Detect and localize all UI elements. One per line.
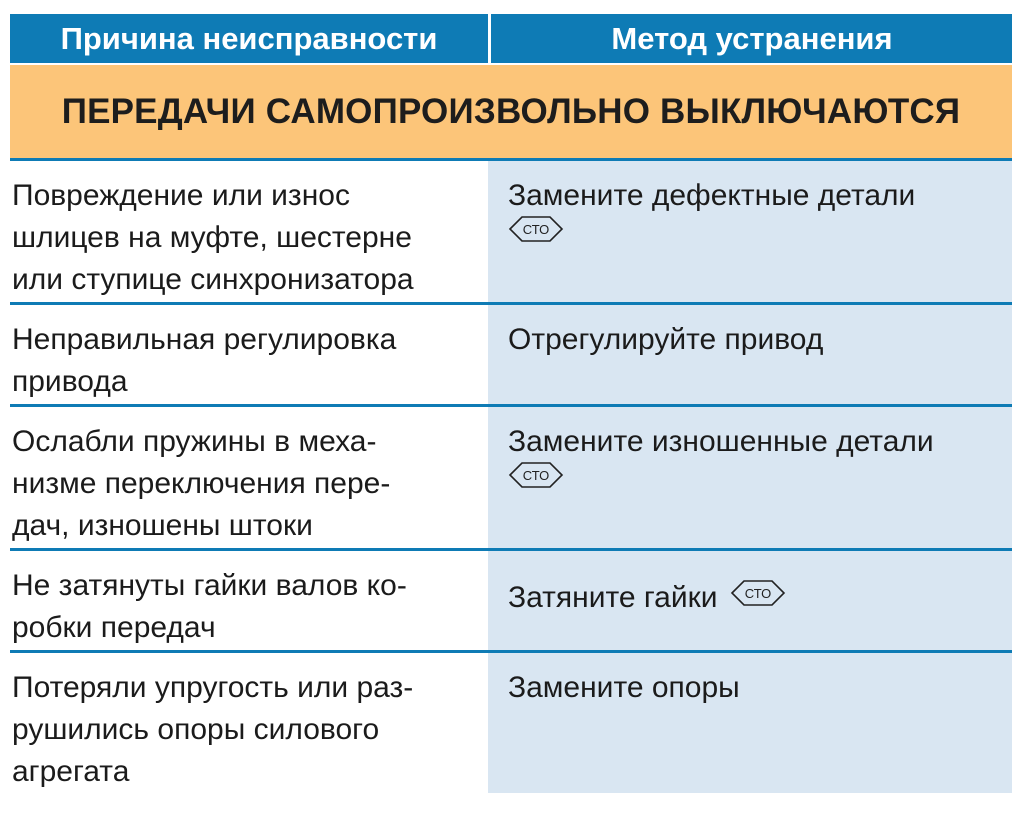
svg-text:СТО: СТО [522, 468, 550, 483]
method-text: Отрегулируйте привод [508, 323, 824, 356]
table-row [10, 161, 1012, 305]
header-cause: Причина неисправности [60, 21, 438, 56]
method-cell [488, 161, 1012, 302]
service-station-icon [508, 461, 1002, 491]
header-divider [488, 14, 491, 63]
table-row [10, 551, 1012, 653]
cause-line: Неправильная регулировка [12, 323, 397, 356]
cause-line: Повреждение или износ [12, 179, 350, 212]
cause-cell [10, 551, 488, 650]
method-text: Затяните гайки [508, 581, 718, 614]
cause-line: низме переключения пере- [12, 467, 391, 500]
cause-line: дач, изношены штоки [12, 509, 313, 542]
table-row [10, 305, 1012, 407]
cause-line: шлицев на муфте, шестерне [12, 221, 412, 254]
method-text: Замените дефектные детали [508, 179, 916, 212]
service-station-icon [508, 215, 1002, 245]
section-title: ПЕРЕДАЧИ САМОПРОИЗВОЛЬНО ВЫКЛЮЧАЮТСЯ [10, 65, 1012, 161]
svg-text:СТО: СТО [744, 586, 771, 602]
table-header [10, 14, 1012, 65]
cause-line: привода [12, 365, 128, 398]
service-station-icon [730, 579, 786, 607]
method-cell [488, 551, 1012, 650]
cause-cell [10, 653, 488, 793]
cause-line: Ослабли пружины в меха- [12, 425, 377, 458]
troubleshooting-table [10, 14, 1012, 793]
table-row [10, 653, 1012, 793]
cause-line: Не затянуты гайки валов ко- [12, 569, 407, 602]
cause-line: или ступице синхронизатора [12, 263, 414, 296]
header-method: Метод устранения [611, 21, 893, 56]
method-text: Замените изношенные детали [508, 425, 934, 458]
cause-line: рушились опоры силового [12, 713, 380, 746]
cause-line: агрегата [12, 755, 130, 788]
method-cell [488, 653, 1012, 793]
method-cell [488, 305, 1012, 404]
cause-line: робки передач [12, 611, 216, 644]
cause-cell [10, 161, 488, 302]
cause-line: Потеряли упругость или раз- [12, 671, 414, 704]
method-cell [488, 407, 1012, 548]
table-row [10, 407, 1012, 551]
svg-text:СТО: СТО [522, 222, 550, 237]
method-text: Замените опоры [508, 671, 740, 704]
cause-cell [10, 407, 488, 548]
cause-cell [10, 305, 488, 404]
